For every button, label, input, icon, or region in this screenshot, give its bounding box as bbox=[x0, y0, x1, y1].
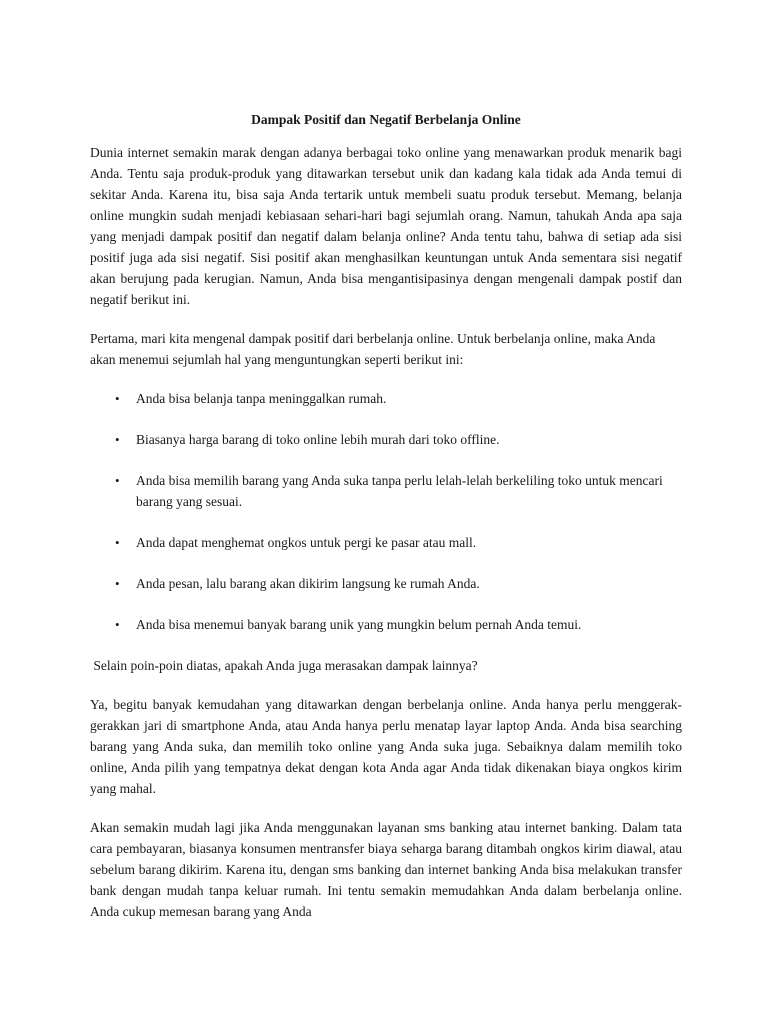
positive-impact-list bbox=[90, 388, 682, 635]
list-item-text: Anda bisa memilih barang yang Anda suka tanpa perlu lelah-lelah berkeliling toko untuk mencari barang yang sesuai. bbox=[136, 473, 663, 509]
document-title: Dampak Positif dan Negatif Berbelanja Online bbox=[251, 112, 521, 127]
paragraph-positive-intro: Pertama, mari kita mengenal dampak positif dari berbelanja online. Untuk berbelanja online, maka Anda akan menemui sejumlah hal yang menguntungkan seperti berikut ini: bbox=[90, 331, 656, 367]
list-item-text: Anda dapat menghemat ongkos untuk pergi ke pasar atau mall. bbox=[136, 535, 477, 550]
paragraph-convenience: Ya, begitu banyak kemudahan yang ditawarkan dengan berbelanja online. Anda hanya perlu menggerak-gerakkan jari di smartphone Anda, atau Anda hanya perlu menatap layar laptop Anda. Anda bisa searching barang yang Anda suka, dan memilih toko online yang Anda suka juga. Sebaiknya dalam memilih toko online, Anda pilih yang tempatnya dekat dengan kota Anda agar Anda tidak dikenakan biaya ongkos kirim yang mahal. bbox=[90, 697, 682, 796]
list-item bbox=[90, 388, 682, 409]
bullet-icon: • bbox=[115, 576, 120, 591]
list-item-text: Anda bisa menemui banyak barang unik yang mungkin belum pernah Anda temui. bbox=[136, 617, 582, 632]
bullet-icon: • bbox=[115, 432, 120, 447]
list-item bbox=[90, 532, 682, 553]
bullet-icon: • bbox=[115, 535, 120, 550]
list-item-text: Biasanya harga barang di toko online lebih murah dari toko offline. bbox=[136, 432, 500, 447]
bullet-icon: • bbox=[115, 391, 120, 406]
paragraph-question: Selain poin-poin diatas, apakah Anda juga merasakan dampak lainnya? bbox=[90, 658, 478, 673]
list-item bbox=[90, 429, 682, 450]
list-item bbox=[90, 470, 682, 512]
list-item-text: Anda bisa belanja tanpa meninggalkan rumah. bbox=[136, 391, 387, 406]
bullet-icon: • bbox=[115, 473, 120, 488]
list-item bbox=[90, 614, 682, 635]
list-item bbox=[90, 573, 682, 594]
paragraph-intro: Dunia internet semakin marak dengan adanya berbagai toko online yang menawarkan produk menarik bagi Anda. Tentu saja produk-produk yang ditawarkan tersebut unik dan kadang kala tidak ada Anda temui di sekitar Anda. Karena itu, bisa saja Anda tertarik untuk membeli suatu produk tersebut. Memang, belanja online mungkin sudah menjadi kebiasaan sehari-hari bagi sejumlah orang. Namun, tahukah Anda apa saja yang menjadi dampak positif dan negatif dalam belanja online? Anda tentu tahu, bahwa di setiap ada sisi positif juga ada sisi negatif. Sisi positif akan menghasilkan keuntungan untuk Anda sementara sisi negatif akan berujung pada kerugian. Namun, Anda bisa mengantisipasinya dengan mengenali dampak postif dan negatif berikut ini. bbox=[90, 145, 682, 307]
bullet-icon: • bbox=[115, 617, 120, 632]
document-body bbox=[90, 110, 682, 940]
paragraph-banking: Akan semakin mudah lagi jika Anda menggunakan layanan sms banking atau internet banking. Dalam tata cara pembayaran, biasanya konsumen mentransfer biaya seharga barang ditambah ongkos kirim diawal, atau sebelum barang dikirim. Karena itu, dengan sms banking dan internet banking Anda bisa melakukan transfer bank dengan mudah tanpa keluar rumah. Ini tentu semakin memudahkan Anda dalam berbelanja online. Anda cukup memesan barang yang Anda bbox=[90, 820, 682, 919]
list-item-text: Anda pesan, lalu barang akan dikirim langsung ke rumah Anda. bbox=[136, 576, 480, 591]
